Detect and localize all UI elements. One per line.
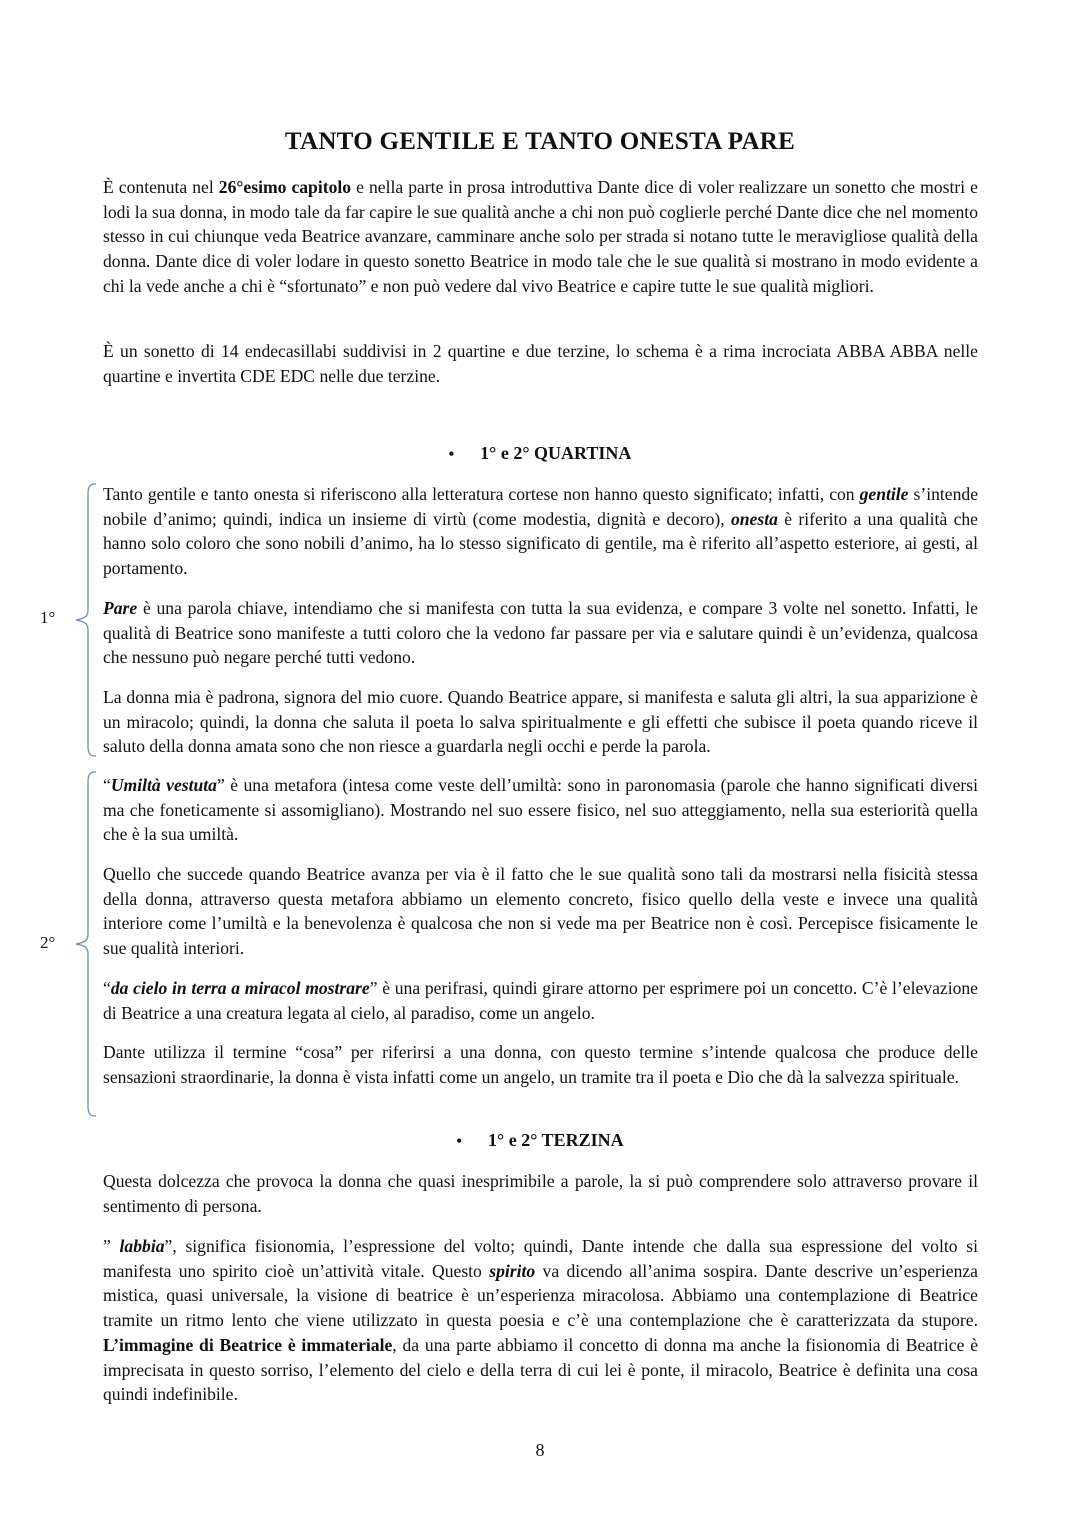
text-run: “: [103, 775, 111, 795]
text-run: ” è una perifrasi, quindi girare attorno per esprimere poi un concetto. C’è l’elevazione di Beatrice a una creatura legata al cielo, al paradiso, come un angelo.: [103, 978, 978, 1023]
quartina-paragraph-5: Quello che succede quando Beatrice avanza per via è il fatto che le sue qualità sono tali da mostrarsi nella fisicità stessa della donna, attraverso questa metafora abbiamo un elemento concreto, fisico quello della veste e invece una qualità interiore come l’umiltà e la benevolenza è qualcosa che non si vede ma per Beatrice non è così. Percepisce fisicamente le sue qualità interiori.: [103, 864, 978, 959]
text-run: e nella parte in prosa introduttiva Dante dice di voler realizzare un sonetto che mostri e lodi la sua donna, in modo tale da far capire le sue qualità anche a chi non può coglierle perché Dante dice che nel momento stesso in cui chiunque veda Beatrice avanzare, camminare anche solo per strada si notano tutte le meravigliose qualità della donna. Dante dice di voler lodare in questo sonetto Beatrice in modo tale che le sue qualità si mostrano in modo evidente a chi la vede anche a chi è “sfortunato” e non può vedere dal vivo Beatrice e capire tutte le sue qualità migliori.: [103, 177, 978, 296]
text-run: è una parola chiave, intendiamo che si manifesta con tutta la sua evidenza, e compare 3 volte nel sonetto. Infatti, le qualità di Beatrice sono manifeste a tutti coloro che la vedono far passare per via e salutare quindi è un’evidenza, qualcosa che nessuno può negare perché tutti vedono.: [103, 598, 978, 668]
heading-text: 1° e 2° TERZINA: [488, 1130, 624, 1150]
bold-italic-text: spirito: [489, 1260, 536, 1281]
page-title: TANTO GENTILE E TANTO ONESTA PARE: [284, 128, 796, 155]
quartina-paragraph-2: [103, 596, 978, 670]
terzina-paragraph-1: Questa dolcezza che provoca la donna che quasi inesprimibile a parole, la si può comprendere solo attraverso provare il sentimento di persona.: [103, 1171, 978, 1216]
quartina-paragraph-7: Dante utilizza il termine “cosa” per riferirsi a una donna, con questo termine s’intende qualcosa che produce delle sensazioni straordinarie, la donna è vista infatti come un angelo, un tramite tra il poeta e Dio che dà la salvezza spirituale.: [103, 1042, 978, 1087]
brace-icon: [66, 770, 102, 1120]
quartina-paragraph-1: [103, 482, 978, 581]
bold-text: 26°esimo capitolo: [218, 177, 352, 197]
quartina-label-2: 2°: [40, 933, 56, 952]
quartina-label-1: 1°: [40, 608, 56, 627]
bullet-icon: •: [456, 1133, 462, 1150]
bold-italic-text: da cielo in terra a miracol mostrare: [110, 978, 370, 998]
intro-paragraph-2: È un sonetto di 14 endecasillabi suddivisi in 2 quartine e due terzine, lo schema è a rima incrociata ABBA ABBA nelle quartine e invertita CDE EDC nelle due terzine.: [103, 341, 978, 386]
text-run: va dicendo all’anima sospira. Dante descrive un’esperienza mistica, quasi universale, la visione di beatrice è un’esperienza miracolosa. Abbiamo una contemplazione di Beatrice tramite un ritmo lento che viene utilizzato in questa poesia e c’è una contemplazione che è caratterizzata da stupore.: [103, 1260, 978, 1331]
section-heading-quartina: [0, 443, 1080, 464]
text-run: È contenuta nel: [103, 177, 219, 197]
text-run: Tanto gentile e tanto onesta si riferiscono alla letteratura cortese non hanno questo significato; infatti, con: [103, 484, 860, 504]
section-heading-terzina: [0, 1130, 1080, 1151]
quartina-paragraph-3: La donna mia è padrona, signora del mio cuore. Quando Beatrice appare, si manifesta e saluta gli altri, la sua apparizione è un miracolo; quindi, la donna che saluta il poeta lo salva spiritualmente e gli effetti che subisce il poeta quando riceve il saluto della donna amata sono che non riesce a guardarla negli occhi e perde la parola.: [103, 687, 978, 757]
text-run: ” è una metafora (intesa come veste dell’umiltà: sono in paronomasia (parole che hanno significati diversi ma che foneticamente si assomigliano). Mostrando nel suo essere fisico, nel suo atteggiamento, nella sua esteriorità quella che è la sua umiltà.: [103, 775, 978, 845]
heading-text: 1° e 2° QUARTINA: [480, 443, 632, 463]
bold-italic-text: gentile: [859, 484, 909, 504]
bullet-icon: •: [448, 446, 455, 463]
bold-italic-text: onesta: [730, 508, 778, 529]
bold-text: L’immagine di Beatrice è immateriale: [103, 1334, 393, 1355]
bold-italic-text: Pare: [103, 598, 138, 618]
text-run: è riferito a una qualità che hanno solo coloro che sono nobili d’animo, ha lo stesso significato di gentile, ma è riferito all’aspetto esteriore, ai gesti, al portamento.: [103, 508, 978, 579]
quartina-paragraph-6: [103, 976, 978, 1025]
text-run: , da una parte abbiamo il concetto di donna ma anche la fisionomia di Beatrice è imprecisata in questo sorriso, l’elemento del cielo e della terra di cui lei è ponte, il miracolo, Beatrice è definita una cosa quindi indefinibile.: [103, 1334, 978, 1405]
quartina-paragraph-4: [103, 773, 978, 847]
terzina-paragraph-2: [103, 1234, 978, 1407]
text-run: ”, significa fisionomia, l’espressione del volto; quindi, Dante intende che dalla sua espressione del volto si manifesta uno spirito cioè un’attività vitale. Questo: [103, 1236, 978, 1281]
text-run: “: [103, 978, 111, 998]
bold-italic-text: labbia: [119, 1236, 165, 1256]
bold-italic-text: Umiltà vestuta: [110, 775, 217, 795]
page-number: 8: [535, 1440, 545, 1460]
intro-paragraph-1: [103, 175, 978, 299]
text-run: s’intende nobile d’animo; quindi, indica un insieme di virtù (come modestia, dignità e decoro),: [103, 484, 979, 529]
brace-icon: [66, 482, 102, 760]
text-run: ”: [103, 1236, 120, 1256]
